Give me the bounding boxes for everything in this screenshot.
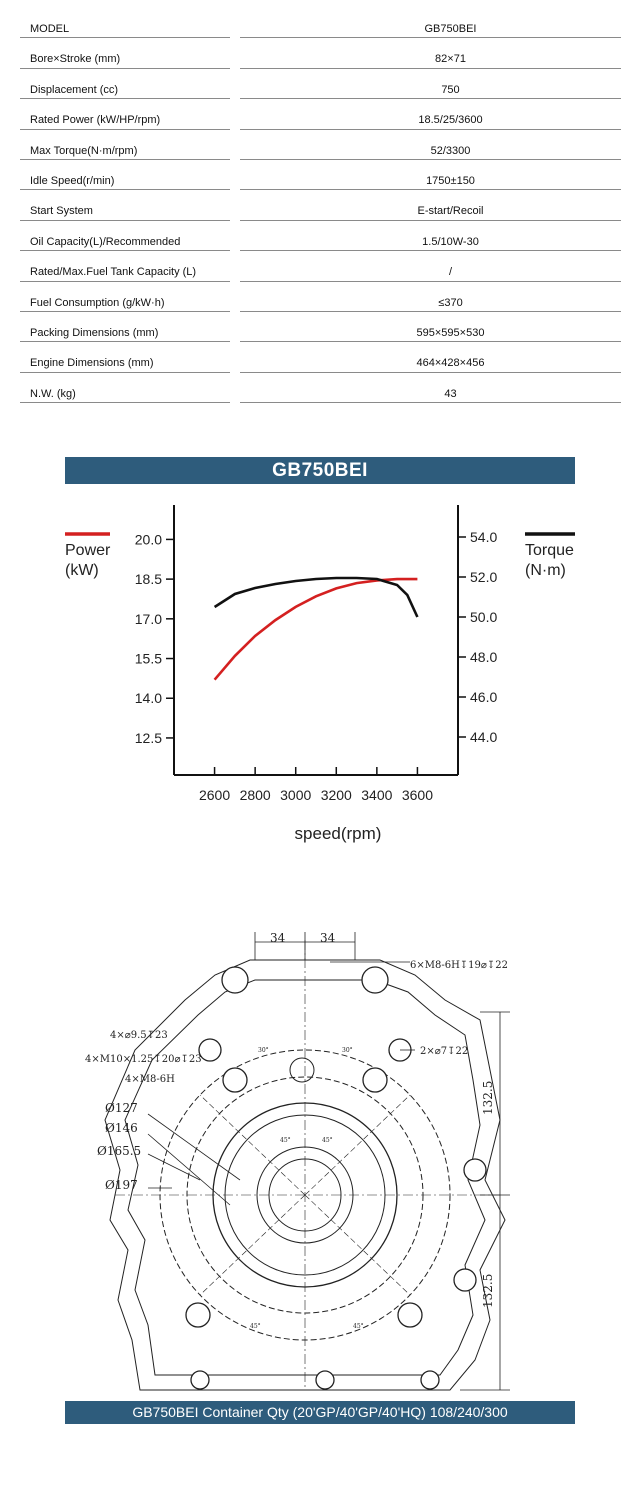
power-legend-label: Power <box>65 542 111 559</box>
row-divider <box>20 372 230 373</box>
performance-chart <box>40 495 610 855</box>
spec-row <box>20 257 621 287</box>
spec-label: Rated/Max.Fuel Tank Capacity (L) <box>30 266 197 279</box>
spec-value: 1.5/10W-30 <box>422 235 479 248</box>
left-tick-label: 15.5 <box>134 650 162 667</box>
row-divider <box>240 68 621 69</box>
spec-value: E-start/Recoil <box>417 205 484 218</box>
row-divider <box>20 281 230 282</box>
angle-label: 30° <box>342 1047 353 1054</box>
flange-technical-drawing <box>80 920 550 1400</box>
x-tick-label: 3600 <box>401 787 434 803</box>
dia-127: Ø127 <box>105 1101 138 1115</box>
spec-value: 52/3300 <box>430 144 471 157</box>
x-tick-label: 3000 <box>280 787 312 803</box>
right-tick-label: 54.0 <box>470 529 498 545</box>
spec-label: Fuel Consumption (g/kW·h) <box>30 296 165 309</box>
callout-m8-lower: 4×M8-6H <box>125 1074 175 1085</box>
spec-value: 750 <box>441 83 460 96</box>
row-divider <box>20 341 230 342</box>
angle-label: 30° <box>258 1047 269 1054</box>
container-qty-banner: GB750BEI Container Qty (20'GP/40'GP/40'HQ) 108/240/300 <box>65 1401 575 1424</box>
callout-m10: 4×M10×1.25↧20⌀↧23 <box>85 1054 202 1065</box>
spec-label: Packing Dimensions (mm) <box>30 326 159 339</box>
spec-label: Displacement (cc) <box>30 83 119 96</box>
spec-row <box>20 44 621 74</box>
x-axis-title: speed(rpm) <box>294 824 382 843</box>
spec-label: Oil Capacity(L)/Recommended <box>30 235 181 248</box>
power-unit-label: (kW) <box>65 562 99 579</box>
spec-value: 1750±150 <box>426 174 475 187</box>
row-divider <box>20 159 230 160</box>
x-tick-label: 3200 <box>320 787 352 803</box>
angle-label: 45° <box>250 1323 261 1330</box>
spec-row <box>20 288 621 318</box>
spec-value: ≤370 <box>438 296 463 309</box>
left-tick-label: 17.0 <box>134 610 162 627</box>
left-tick-label: 20.0 <box>134 531 162 548</box>
spec-table <box>20 14 621 409</box>
spec-label: Max Torque(N·m/rpm) <box>30 144 138 157</box>
callout-m8-upper: 6×M8-6H↧19⌀↧22 <box>410 960 509 971</box>
row-divider <box>20 189 230 190</box>
left-tick-label: 14.0 <box>134 690 162 707</box>
x-tick-label: 2600 <box>198 787 231 803</box>
row-divider <box>20 311 230 312</box>
row-divider <box>20 250 230 251</box>
row-divider <box>240 37 621 38</box>
row-divider <box>20 68 230 69</box>
row-divider <box>20 220 230 221</box>
torque-legend-label: Torque <box>525 542 574 559</box>
dia-165-5: Ø165.5 <box>97 1144 142 1158</box>
left-tick-label: 18.5 <box>134 571 162 588</box>
right-tick-label: 44.0 <box>470 729 498 745</box>
series-line-power <box>215 579 418 680</box>
row-divider <box>240 250 621 251</box>
row-divider <box>240 281 621 282</box>
row-divider <box>240 402 621 403</box>
spec-row <box>20 136 621 166</box>
row-divider <box>240 311 621 312</box>
angle-label: 45° <box>280 1137 291 1144</box>
spec-label: MODEL <box>30 23 70 35</box>
spec-row <box>20 227 621 257</box>
spec-row <box>20 105 621 135</box>
x-tick-label: 3400 <box>361 787 393 803</box>
right-tick-label: 52.0 <box>470 569 498 585</box>
row-divider <box>20 98 230 99</box>
spec-label: Bore×Stroke (mm) <box>30 53 121 66</box>
row-divider <box>240 129 621 130</box>
row-divider <box>240 159 621 160</box>
left-tick-label: 12.5 <box>134 729 162 746</box>
x-tick-label: 2800 <box>239 787 271 803</box>
spec-value: 464×428×456 <box>416 357 485 370</box>
spec-value: 18.5/25/3600 <box>418 114 483 127</box>
dim-right: 34 <box>320 931 336 945</box>
angle-label: 45° <box>322 1137 333 1144</box>
dia-146: Ø146 <box>105 1121 138 1135</box>
callout-9-5: 4×⌀9.5↧23 <box>110 1030 168 1041</box>
torque-unit-label: (N·m) <box>525 562 566 579</box>
row-divider <box>240 220 621 221</box>
spec-row <box>20 75 621 105</box>
spec-value: GB750BEI <box>424 23 477 35</box>
spec-label: Idle Speed(r/min) <box>30 174 115 187</box>
spec-row <box>20 348 621 378</box>
spec-label: Rated Power (kW/HP/rpm) <box>30 114 161 127</box>
right-tick-label: 46.0 <box>470 689 498 705</box>
spec-row <box>20 14 621 44</box>
row-divider <box>20 402 230 403</box>
row-divider <box>240 98 621 99</box>
row-divider <box>240 189 621 190</box>
spec-row <box>20 379 621 409</box>
spec-value: 595×595×530 <box>416 326 485 339</box>
dim-upper-vertical: 132.5 <box>481 1080 495 1115</box>
spec-row <box>20 318 621 348</box>
dia-197: Ø197 <box>105 1178 138 1192</box>
spec-label: Engine Dimensions (mm) <box>30 357 154 370</box>
right-tick-label: 50.0 <box>470 609 498 625</box>
spec-row <box>20 196 621 226</box>
callout-7: 2×⌀7↧22 <box>420 1046 469 1057</box>
model-banner: GB750BEI <box>65 457 575 484</box>
row-divider <box>240 341 621 342</box>
spec-value: 43 <box>444 387 457 400</box>
row-divider <box>20 37 230 38</box>
spec-label: Start System <box>30 205 93 218</box>
dim-lower-vertical: 132.5 <box>481 1273 495 1308</box>
spec-row <box>20 166 621 196</box>
spec-value: / <box>448 266 453 279</box>
dim-left: 34 <box>270 931 286 945</box>
row-divider <box>240 372 621 373</box>
spec-value: 82×71 <box>435 53 466 66</box>
row-divider <box>20 129 230 130</box>
spec-label: N.W. (kg) <box>30 387 76 400</box>
right-tick-label: 48.0 <box>470 649 498 665</box>
crosshatch-plug <box>290 1058 314 1082</box>
angle-label: 45° <box>353 1323 364 1330</box>
